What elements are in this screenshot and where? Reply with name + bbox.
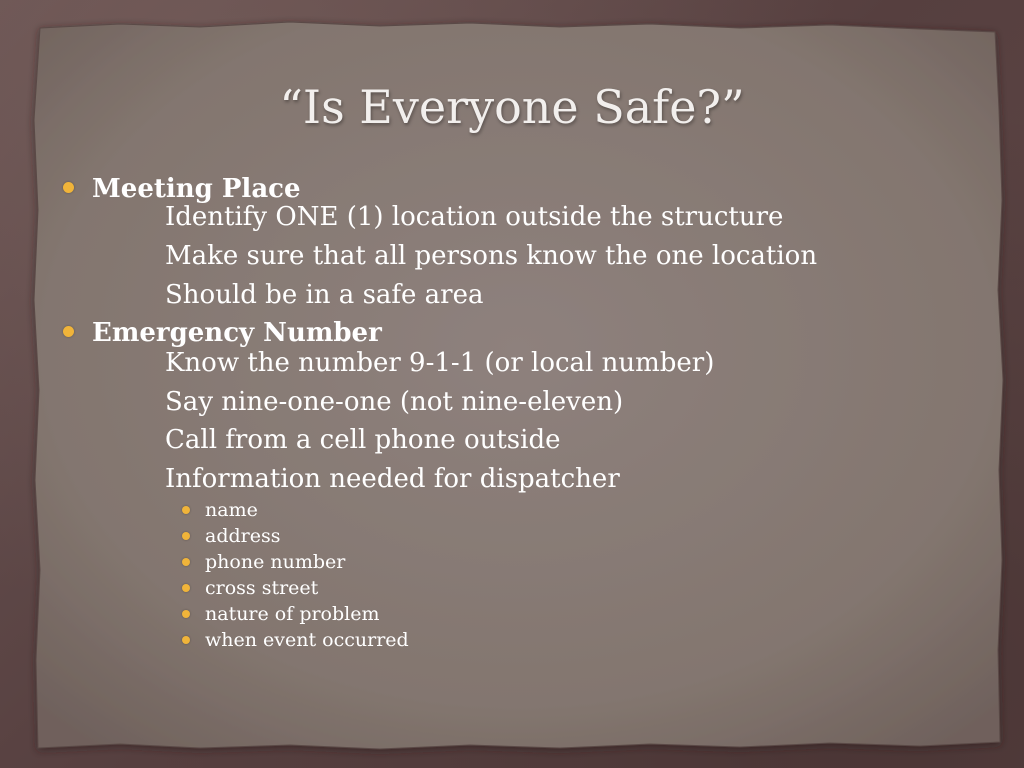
list-item: Identify ONE (1) location outside the structure	[165, 202, 784, 232]
sub-list-item-label: cross street	[205, 577, 319, 599]
list-item: Call from a cell phone outside	[165, 425, 561, 455]
sub-list-item	[182, 603, 380, 625]
slide-title: “Is Everyone Safe?”	[279, 80, 745, 134]
list-item: Say nine-one-one (not nine-eleven)	[165, 387, 624, 417]
sub-list-item-label: nature of problem	[205, 603, 380, 625]
bullet-dot-icon	[63, 182, 74, 193]
bullet-dot-icon	[182, 558, 190, 566]
sub-list-item-label: name	[205, 499, 258, 521]
list-item: Make sure that all persons know the one location	[165, 241, 818, 271]
sub-list-item	[182, 499, 258, 521]
bullet-dot-icon	[182, 532, 190, 540]
sub-list-item	[182, 525, 280, 547]
list-item: Know the number 9-1-1 (or local number)	[165, 348, 715, 378]
sub-list-item-label: when event occurred	[205, 629, 409, 651]
bullet-dot-icon	[182, 636, 190, 644]
sub-list-item-label: phone number	[205, 551, 346, 573]
bullet-dot-icon	[63, 326, 74, 337]
sub-list-item	[182, 577, 318, 599]
sub-list-item-label: address	[205, 525, 281, 547]
section-heading: Emergency Number	[92, 318, 382, 348]
list-item: Information needed for dispatcher	[165, 464, 620, 494]
bullet-dot-icon	[182, 610, 190, 618]
bullet-meeting-place	[63, 174, 301, 204]
sub-list-item	[182, 629, 409, 651]
bullet-emergency-number	[63, 318, 382, 348]
section-heading: Meeting Place	[92, 174, 301, 204]
sub-list-item	[182, 551, 345, 573]
bullet-dot-icon	[182, 584, 190, 592]
bullet-dot-icon	[182, 506, 190, 514]
list-item: Should be in a safe area	[165, 280, 484, 310]
